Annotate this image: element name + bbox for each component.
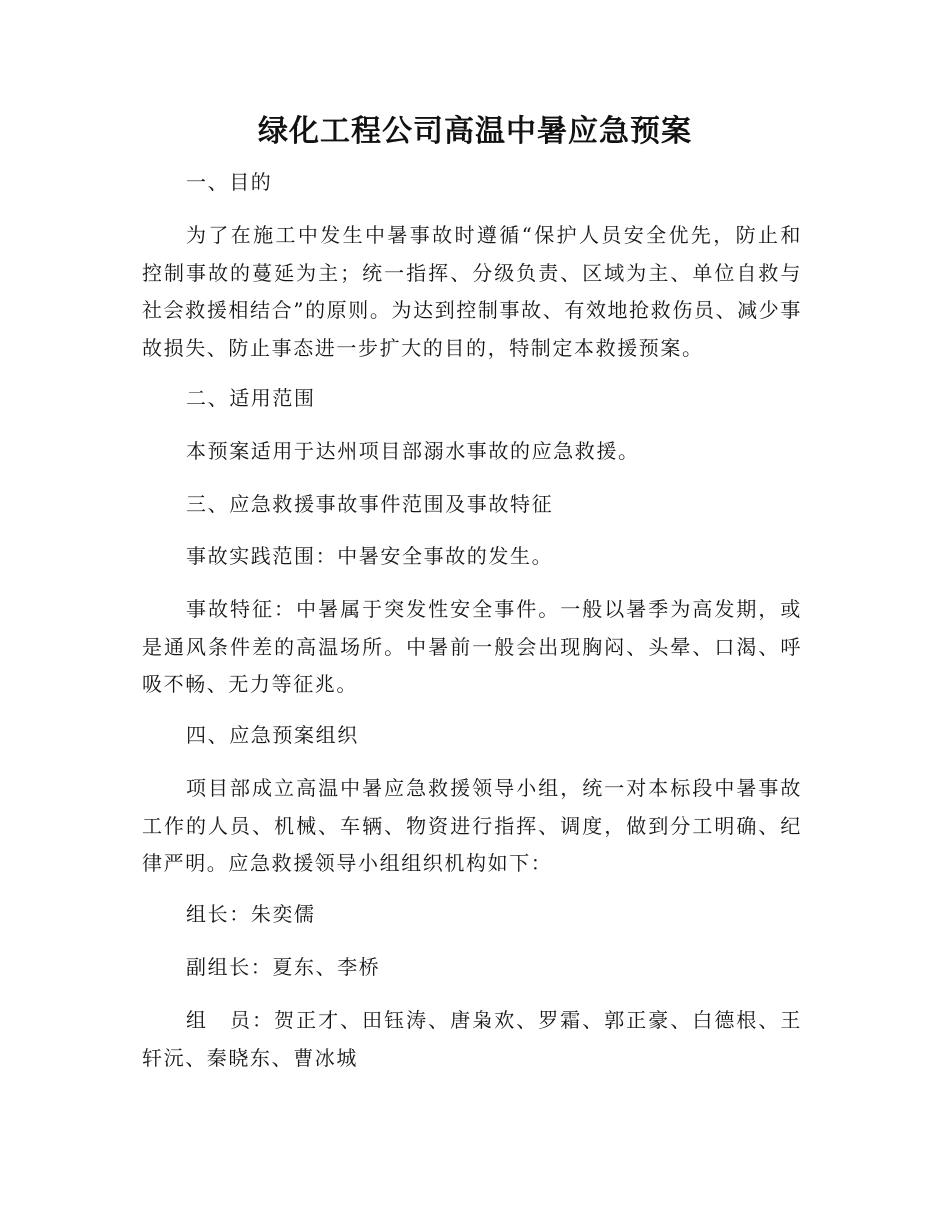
leader-name: 朱奕儒 xyxy=(250,902,316,926)
leader-label-2: 长： xyxy=(207,902,251,926)
members-body: 组 员：贺正才、田钰涛、唐枭欢、罗霜、郭正豪、白德根、王轩沅、秦晓东、曹冰城 xyxy=(142,1008,802,1070)
deputy-line xyxy=(186,949,380,987)
section4-heading: 四、应急预案组织 xyxy=(186,723,359,747)
section3-features: 事故特征：中暑属于突发性安全事件。一般以暑季为高发期，或是通风条件差的高温场所。中暑前一般会出现胸闷、头晕、口渴、呼吸不畅、无力等征兆。 xyxy=(142,597,802,696)
section1-body: 为了在施工中发生中暑事故时遵循“保护人员安全优先，防止和控制事故的蔓延为主；统一指挥、分级负责、区域为主、单位自救与社会救援相结合”的原则。为达到控制事故、有效地抢救伤员、减少事故损失、防止事态进一步扩大的目的，特制定本救援预案。 xyxy=(142,223,802,360)
leader-label-1: 组 xyxy=(186,902,208,926)
section1-heading: 一、目的 xyxy=(186,170,273,194)
document-title: 绿化工程公司高温中暑应急预案 xyxy=(258,114,692,149)
leader-line xyxy=(186,896,316,934)
deputy-names: 夏东、李桥 xyxy=(272,955,381,979)
section2-heading: 二、适用范围 xyxy=(186,386,316,410)
section3-scope: 事故实践范围：中暑安全事故的发生。 xyxy=(186,544,554,568)
section4-body: 项目部成立高温中暑应急救援领导小组，统一对本标段中暑事故工作的人员、机械、车辆、物资进行指挥、调度，做到分工明确、纪律严明。应急救援领导小组组织机构如下： xyxy=(142,776,802,875)
section3-heading: 三、应急救援事故事件范围及事故特征 xyxy=(186,492,554,516)
section2-body: 本预案适用于达州项目部溺水事故的应急救援。 xyxy=(186,439,640,463)
deputy-label: 副组长： xyxy=(186,955,273,979)
